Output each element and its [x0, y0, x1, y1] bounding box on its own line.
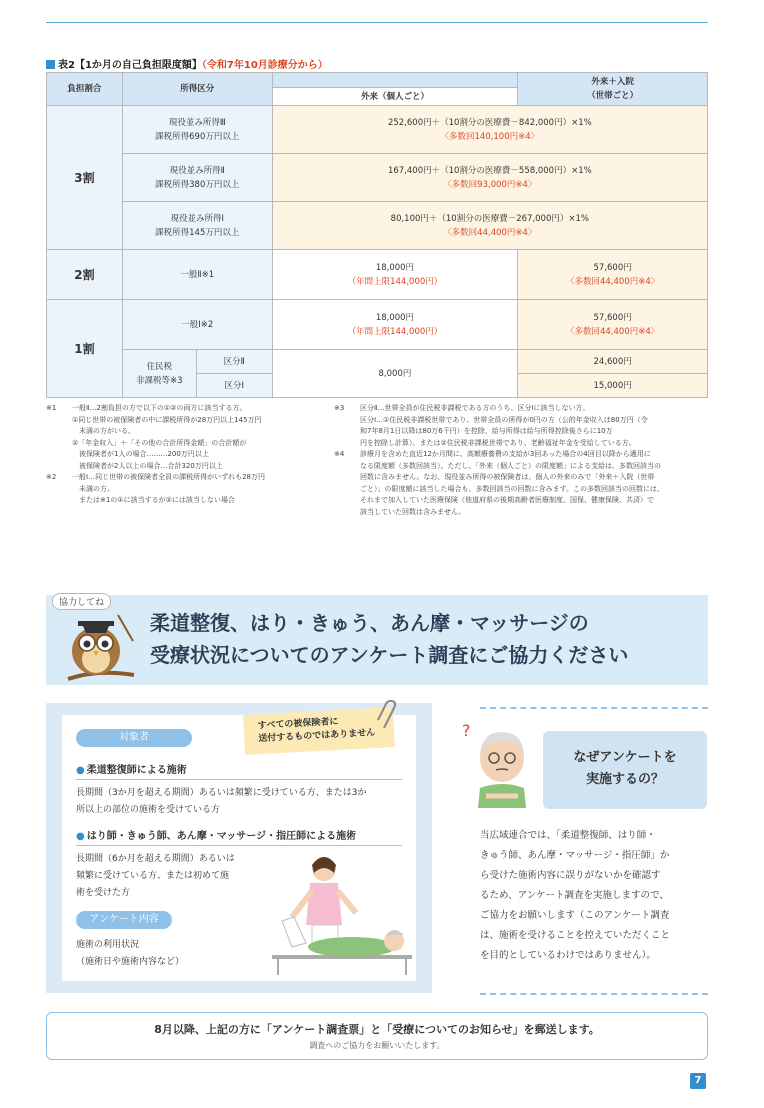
why-survey-body — [480, 826, 710, 966]
note-text: ②「年金収入」＋「その他の合計所得金額」の合計額が — [72, 438, 247, 447]
header-blank — [272, 73, 518, 88]
note-text: 区分Ⅱ…世帯全員が住民税非課税である方のうち、区分Ⅰに該当しない方。 — [360, 404, 590, 412]
note-key: ※4 — [334, 450, 345, 458]
note-key — [334, 426, 360, 438]
note-text: または※1の①に該当するが②には該当しない場合 — [72, 496, 235, 504]
note-line — [46, 438, 316, 450]
note-key — [46, 495, 72, 507]
target-panel-inner — [62, 715, 416, 981]
notes-left — [46, 403, 316, 507]
formula-cell: 80,100円＋（10割分の医療費－267,000円）×1% 〈多数回44,400円※4〉 — [272, 202, 707, 250]
combined-cell: 24,600円 — [518, 350, 708, 374]
note-line — [334, 495, 710, 507]
category-cell: 現役並み所得Ⅰ 課税所得145万円以上 — [122, 202, 272, 250]
note-key: ※2 — [46, 473, 57, 481]
section2-title: ● はり師・きゅう師、あん摩・マッサージ・指圧師による施術 — [76, 831, 357, 842]
note-line — [334, 403, 710, 415]
section1-rule — [76, 779, 402, 780]
sub-category-cell: 区分Ⅰ — [196, 374, 272, 398]
note-text: 未満の方がいる。 — [72, 427, 135, 435]
note-text: 区分Ⅰ…①住民税非課税世帯であり、世帯全員の所得が0円の方（公的年金収入は80万円（令 — [360, 415, 648, 424]
mailing-notice — [46, 1012, 708, 1060]
formula-cell: 252,600円＋（10割分の医療費－842,000円）×1% 〈多数回140,100円※4〉 — [272, 106, 707, 154]
ratio-3: 3割 — [47, 106, 123, 250]
header-outpatient-inpatient: 外来＋入院 （世帯ごと） — [518, 73, 708, 106]
note-text: 回数に含みません。なお、現役並み所得の被保険者は、個人の外来のみで「外来＋入院（世帯 — [360, 473, 655, 481]
note-text: ①同じ世帯の被保険者の中に課税所得が28万円以上145万円 — [72, 415, 262, 424]
table-row — [47, 202, 708, 250]
note-text: 未満の方。 — [72, 484, 114, 493]
svg-text:?: ? — [462, 721, 471, 740]
note-line — [334, 449, 710, 461]
category-cell: 一般Ⅱ※1 — [122, 250, 272, 300]
note-key — [334, 507, 360, 519]
sticky-note: すべての被保険者に 送付するものではありません — [243, 707, 395, 755]
combined-cell: 57,600円 〈多数回44,400円※4〉 — [518, 300, 708, 350]
combined-cell: 15,000円 — [518, 374, 708, 398]
note-text: 和7年8月1日以降は80万6千円）を控除、給与所得は給与所得控除後さらに10万 — [360, 427, 613, 435]
section1-title: ● 柔道整復師による施術 — [76, 765, 187, 776]
note-line — [46, 426, 316, 438]
note-line — [46, 484, 316, 496]
note-key: ※3 — [334, 404, 345, 412]
target-panel — [46, 703, 432, 993]
why-survey-heading: なぜアンケートを 実施するの？ — [543, 731, 707, 809]
ratio-1: 1割 — [47, 300, 123, 398]
note-key — [334, 415, 360, 427]
combined-cell: 57,600円 〈多数回44,400円※4〉 — [518, 250, 708, 300]
formula-cell: 167,400円＋（10割分の医療費－558,000円）×1% 〈多数回93,000円※4〉 — [272, 154, 707, 202]
note-text: 一般Ⅱ…2割負担の方で以下の①②の両方に該当する方。 — [72, 404, 247, 412]
note-key — [334, 461, 360, 473]
table-row — [47, 154, 708, 202]
note-line — [46, 449, 316, 461]
note-line — [46, 415, 316, 427]
table-row — [47, 300, 708, 350]
note-line — [46, 472, 316, 484]
table-header-row — [47, 73, 708, 88]
note-key: ※1 — [46, 404, 57, 412]
note-key — [334, 495, 360, 507]
note-line — [334, 461, 710, 473]
owl-mascot-icon — [58, 609, 138, 681]
body-line: は、施術を受けることを控えていただくこと — [480, 930, 671, 941]
note-key — [46, 438, 72, 450]
note-line — [46, 403, 316, 415]
note-key — [46, 461, 72, 473]
note-key — [46, 426, 72, 438]
note-text: 一般Ⅰ…同じ世帯の被保険者全員の課税所得がいずれも28万円 — [72, 473, 265, 481]
square-bullet-icon — [46, 60, 55, 69]
note-key — [46, 484, 72, 496]
body-line: ご協力をお願いします（このアンケート調査 — [480, 910, 670, 921]
table-title-sub: （令和7年10月診療分から） — [201, 60, 328, 71]
note-line — [46, 461, 316, 473]
group-cell: 住民税 非課税等※3 — [122, 350, 196, 398]
note-text: それまで加入していた医療保険（他道府県の後期高齢者医療制度、国保、健康保険、共済）で — [360, 496, 654, 504]
table-row — [47, 350, 708, 374]
survey-banner — [46, 595, 708, 685]
content-body: 施術の利用状況 （施術日や施術内容など） — [76, 940, 185, 967]
note-line — [334, 484, 710, 496]
note-line — [334, 438, 710, 450]
note-text: 円を控除し計算）、または②住民税非課税世帯であり、老齢福祉年金を受給している方。 — [360, 438, 636, 447]
dash-bottom — [480, 993, 708, 995]
note-text: 被保険者が1人の場合………200万円以上 — [72, 450, 209, 458]
note-line — [334, 472, 710, 484]
outpatient-cell: 18,000円 （年間上限144,000円） — [272, 250, 518, 300]
note-text: 診療月を含めた直近12か月間に、高額療養費の支給が3回あった場合の4回目以降から適用に — [360, 450, 651, 458]
table-title-main: 表2【1か月の自己負担限度額】 — [58, 60, 202, 71]
category-cell: 現役並み所得Ⅱ 課税所得380万円以上 — [122, 154, 272, 202]
treatment-illustration-icon — [272, 851, 412, 975]
section2-rule — [76, 845, 402, 846]
body-line: 当広域連合では、「柔道整復師、はり師・ — [480, 830, 656, 841]
note-line — [46, 495, 316, 507]
target-pill: 対象者 — [76, 729, 192, 747]
note-key — [334, 438, 360, 450]
note-text: なる限度額（多数回該当）。ただし、「外来（個人ごと）の限度額」による支給は、多数回該当の — [360, 461, 661, 470]
page-number: 7 — [690, 1073, 706, 1089]
cost-limit-table — [46, 72, 708, 398]
notes-right — [334, 403, 710, 518]
ratio-2: 2割 — [47, 250, 123, 300]
table-title — [46, 56, 328, 71]
bullet-icon: ● — [76, 831, 85, 842]
category-cell: 一般Ⅰ※2 — [122, 300, 272, 350]
outpatient-cell: 8,000円 — [272, 350, 518, 398]
header-ratio: 負担割合 — [47, 73, 123, 106]
body-line: るため、アンケート調査を実施しますので、 — [480, 890, 669, 901]
section1-body: 長期間（3か月を超える期間）あるいは頻繁に受けている方、または3か 所以上の部位の施術を受けている方 — [76, 788, 367, 815]
elderly-man-icon — [460, 718, 544, 808]
note-key — [334, 484, 360, 496]
body-line: きゅう師、あん摩・マッサージ・指圧師」か — [480, 850, 670, 861]
note-text: ごと）」の限度額に該当した場合も、多数回該当の回数に含みます。この多数回該当の回数には、 — [360, 484, 664, 493]
mailing-notice-main: 8月以降、上記の方に「アンケート調査票」と「受療についてのお知らせ」を郵送します。 — [154, 1023, 600, 1036]
note-line — [334, 507, 710, 519]
paperclip-icon — [374, 699, 398, 729]
note-text: 被保険者が2人以上の場合…合計320万円以上 — [72, 461, 223, 470]
top-rule — [46, 22, 708, 23]
note-key — [46, 449, 72, 461]
header-category: 所得区分 — [122, 73, 272, 106]
body-line: ら受けた施術内容に誤りがないかを確認す — [480, 870, 661, 881]
note-line — [334, 415, 710, 427]
banner-tag: 協力してね — [52, 593, 111, 610]
table-row — [47, 250, 708, 300]
bullet-icon: ● — [76, 765, 85, 776]
note-line — [334, 426, 710, 438]
mailing-notice-sub: 調査へのご協力をお願いいたします。 — [309, 1041, 445, 1050]
banner-title: 柔道整復、はり・きゅう、あん摩・マッサージの 受療状況についてのアンケート調査にご協力ください — [150, 611, 629, 667]
section2-body: 長期間（6か月を超える期間）あるいは 頻繁に受けている方、または初めて施 術を受けた方 — [76, 854, 235, 898]
table-row — [47, 106, 708, 154]
header-outpatient: 外来（個人ごと） — [272, 88, 518, 106]
body-line: を目的としているわけではありません）。 — [480, 950, 656, 961]
dash-top — [480, 707, 708, 709]
sub-category-cell: 区分Ⅱ — [196, 350, 272, 374]
note-key — [334, 472, 360, 484]
content-pill: アンケート内容 — [76, 911, 172, 929]
note-text: 該当していた回数は含みません。 — [360, 507, 466, 516]
outpatient-cell: 18,000円 （年間上限144,000円） — [272, 300, 518, 350]
note-key — [46, 415, 72, 427]
category-cell: 現役並み所得Ⅲ 課税所得690万円以上 — [122, 106, 272, 154]
